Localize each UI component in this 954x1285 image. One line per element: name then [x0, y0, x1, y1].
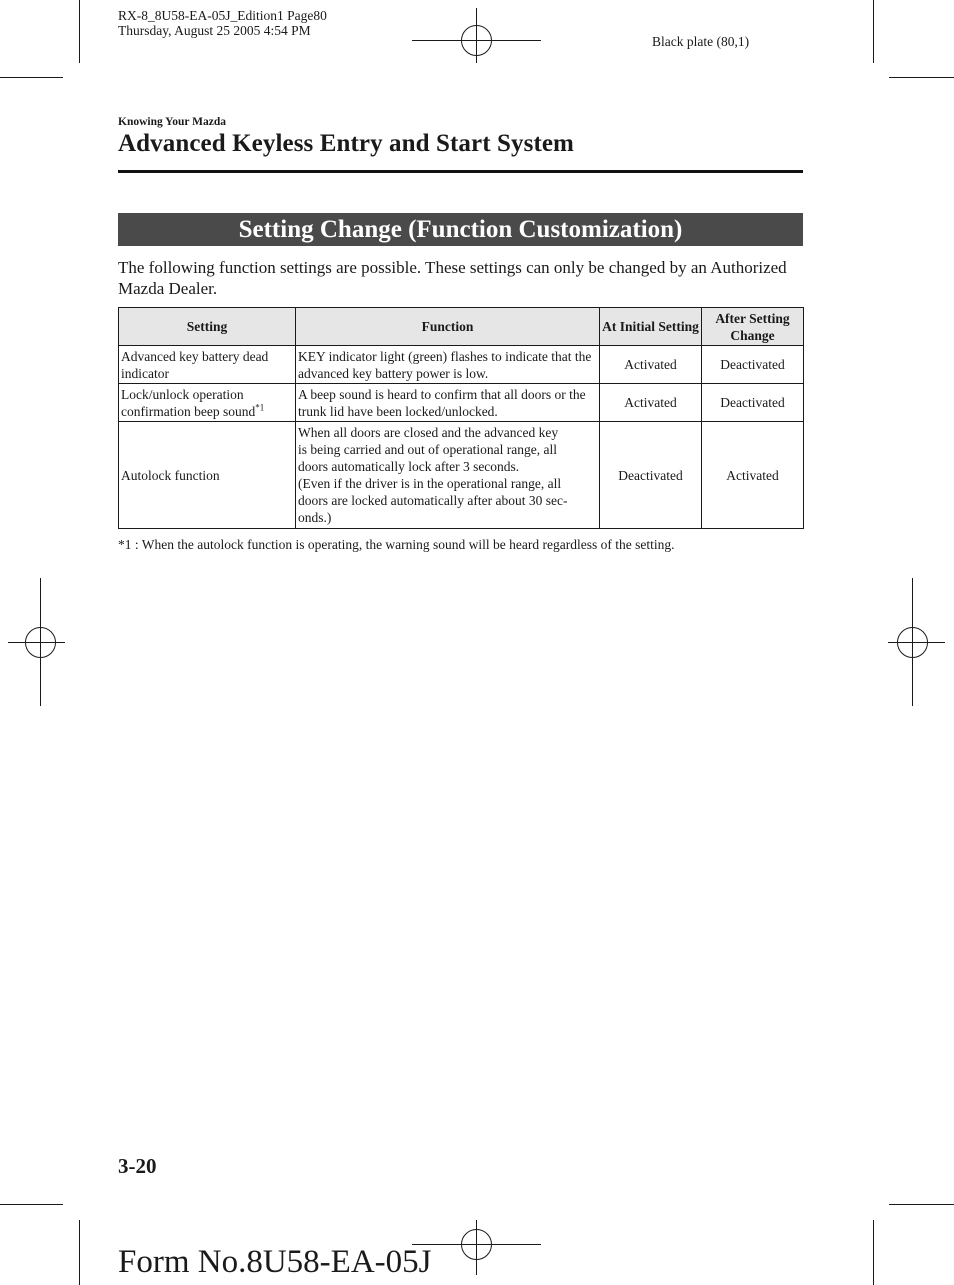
registration-circle: [897, 627, 928, 658]
function-line: When all doors are closed and the advanced key: [298, 425, 559, 440]
header-setting: Setting: [119, 308, 296, 346]
cell-setting: Advanced key battery dead indicator: [119, 346, 296, 384]
page-number: 3-20: [118, 1154, 157, 1178]
crop-mark-line: [889, 77, 954, 78]
registration-circle: [461, 1229, 492, 1260]
function-line: doors automatically lock after 3 seconds.: [298, 459, 520, 474]
cell-setting: Autolock function: [119, 422, 296, 529]
print-meta: [118, 8, 327, 38]
cell-after: Deactivated: [702, 384, 804, 422]
intro-paragraph: The following function settings are possible. These settings can only be changed by an Authorized Mazda Dealer.: [118, 258, 787, 298]
cell-after: Deactivated: [702, 346, 804, 384]
crop-mark-line: [79, 1220, 80, 1285]
crop-mark-line: [873, 0, 874, 63]
print-timestamp: Thursday, August 25 2005 4:54 PM: [118, 23, 311, 38]
cell-initial: Activated: [600, 384, 702, 422]
registration-circle: [461, 25, 492, 56]
doc-id: RX-8_8U58-EA-05J_Edition1 Page80: [118, 8, 327, 23]
registration-circle: [25, 627, 56, 658]
table-header-row: [119, 308, 804, 346]
crop-mark-line: [889, 1204, 954, 1205]
footnote-ref: *1: [255, 402, 265, 412]
header-initial: At Initial Setting: [600, 308, 702, 346]
title-rule: [118, 170, 803, 173]
function-line: is being carried and out of operational range, all: [298, 442, 558, 457]
section-label: Knowing Your Mazda: [118, 116, 226, 128]
cell-setting-text: Lock/unlock operation confirmation beep sound: [121, 386, 256, 419]
table-row: [119, 384, 804, 422]
function-line: doors are locked automatically after about 30 sec-: [298, 493, 568, 508]
plate-label: Black plate (80,1): [652, 34, 750, 49]
table-row: [119, 422, 804, 529]
cell-initial: Activated: [600, 346, 702, 384]
section-banner: Setting Change (Function Customization): [118, 213, 803, 246]
cell-function: A beep sound is heard to confirm that all doors or the trunk lid have been locked/unlocked.: [296, 384, 600, 422]
function-line: onds.): [298, 510, 332, 525]
page-title: Advanced Keyless Entry and Start System: [118, 130, 574, 157]
header-function: Function: [296, 308, 600, 346]
cell-initial: Deactivated: [600, 422, 702, 529]
cell-function: [296, 422, 600, 529]
settings-table: [118, 307, 804, 529]
cell-setting: [119, 384, 296, 422]
crop-mark-line: [79, 0, 80, 63]
crop-mark-line: [873, 1220, 874, 1285]
cell-function: KEY indicator light (green) flashes to indicate that the advanced key battery power is low.: [296, 346, 600, 384]
crop-mark-line: [0, 1204, 63, 1205]
form-number: Form No.8U58-EA-05J: [118, 1244, 432, 1280]
header-after: After Setting Change: [702, 308, 804, 346]
footnote: *1 : When the autolock function is operating, the warning sound will be heard regardless of the setting.: [118, 537, 675, 552]
table-row: [119, 346, 804, 384]
function-line: (Even if the driver is in the operational range, all: [298, 476, 562, 491]
cell-after: Activated: [702, 422, 804, 529]
crop-mark-line: [0, 77, 63, 78]
